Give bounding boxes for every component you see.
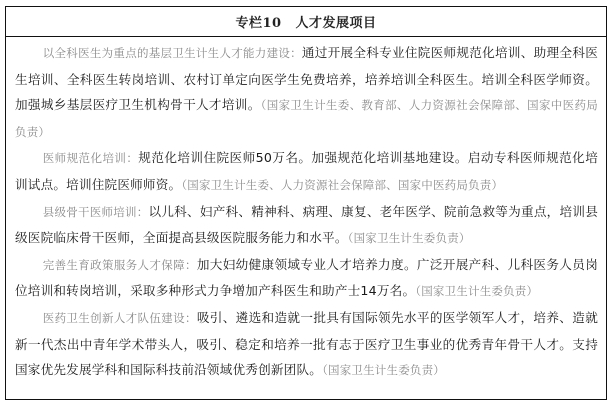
item-responsible: （国家卫生计生委负责） bbox=[415, 284, 539, 299]
item-responsible: （国家卫生计生委、教育部、人力资源社会保障部、国家中医药局负责） bbox=[15, 98, 598, 139]
item-lead: 医药卫生创新人才队伍建设： bbox=[42, 310, 197, 325]
item-general-practitioner bbox=[15, 40, 598, 145]
item-lead: 完善生育政策服务人才保障： bbox=[42, 257, 197, 272]
item-body: 规范化培训住院医师50万名。加强规范化培训基地建设。启动专科医师规范化培训试点。培训住院医师师资。 bbox=[15, 150, 598, 192]
item-responsible: （国家卫生计生委负责） bbox=[322, 363, 446, 378]
box-content bbox=[6, 37, 606, 384]
item-fertility-policy bbox=[15, 252, 598, 305]
item-body: 通过开展全科专业住院医师规范化培训、助理全科医生培训、全科医生转岗培训、农村订单定向医学生免费培养，培养培训全科医生。培训全科医学师资。加强城乡基层医疗卫生机构骨干人才培训。 bbox=[15, 45, 598, 113]
box-header bbox=[6, 7, 606, 37]
box-title: 人才发展项目 bbox=[295, 16, 377, 31]
item-county-doctor-training bbox=[15, 199, 598, 252]
item-responsible: （国家卫生计生委负责） bbox=[347, 231, 471, 246]
box-number: 专栏10 bbox=[235, 16, 282, 31]
item-lead: 以全科医生为重点的基层卫生计生人才能力建设： bbox=[42, 46, 302, 60]
item-body: 加大妇幼健康领域专业人才培养力度。广泛开展产科、儿科医务人员岗位培训和转岗培训，采取多种形式力争增加产科医生和助产士14万名。 bbox=[15, 256, 598, 299]
item-body: 以儿科、妇产科、精神科、病理、康复、老年医学、院前急救等为重点，培训县级医院临床骨干医师，全面提高县级医院服务能力和水平。 bbox=[15, 203, 598, 246]
item-lead: 县级骨干医师培训： bbox=[42, 204, 149, 219]
column-box bbox=[5, 6, 607, 400]
item-resident-training bbox=[15, 145, 598, 198]
item-body: 吸引、遴选和造就一批具有国际领先水平的医学领军人才，培养、造就新一代杰出中青年学术带头人，吸引、稳定和培养一批有志于医疗卫生事业的优秀青年骨干人才。支持国家优先发展学科和国际科技前沿领域优秀创新团队。 bbox=[15, 309, 598, 378]
item-lead: 医师规范化培训： bbox=[42, 151, 139, 166]
item-innovation-talent bbox=[15, 305, 598, 384]
item-responsible: （国家卫生计生委、人力资源社会保障部、国家中医药局负责） bbox=[181, 177, 504, 192]
